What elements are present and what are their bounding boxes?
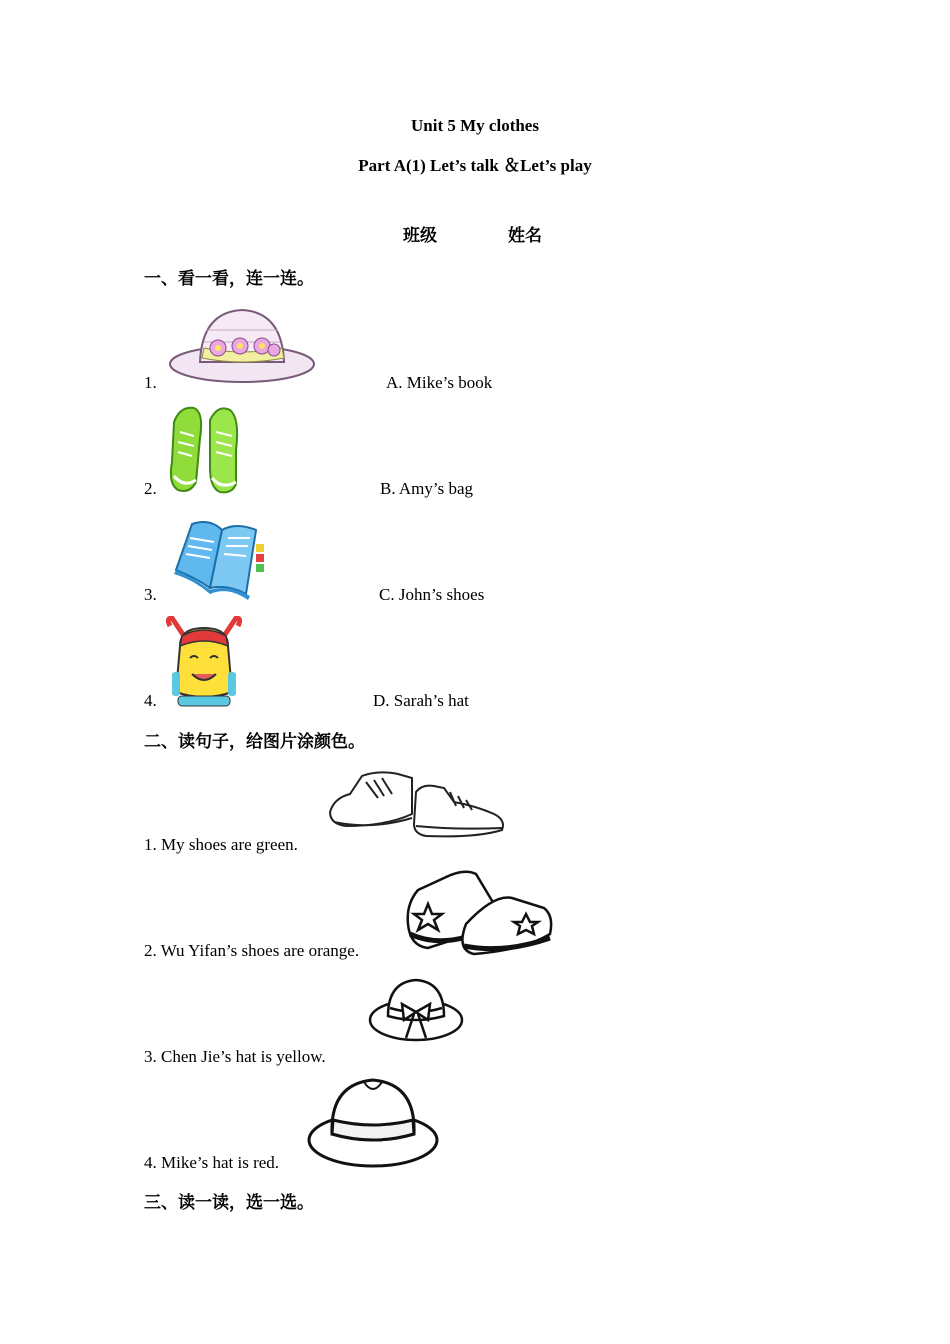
option-a: A. Mike’s book — [386, 373, 493, 392]
option-d: D. Sarah’s hat — [373, 691, 469, 710]
item-number: 3. — [144, 585, 157, 604]
option-c: C. John’s shoes — [379, 585, 485, 604]
flower-hat-icon — [166, 300, 318, 388]
option-b: B. Amy’s bag — [380, 479, 474, 498]
sneakers-outline-icon — [326, 768, 510, 842]
class-label: 班级 — [403, 226, 437, 246]
sentence-3: 3. Chen Jie’s hat is yellow. — [144, 1047, 326, 1066]
blue-book-icon — [170, 514, 270, 602]
worksheet-subtitle: Part A(1) Let’s talk ＆Let’s play — [358, 156, 592, 175]
school-bag-icon — [164, 616, 244, 710]
section-1-heading: 一、看一看，连一连。 — [144, 269, 314, 289]
bow-hat-outline-icon — [366, 976, 470, 1056]
sentence-1: 1. My shoes are green. — [144, 835, 298, 854]
green-shoes-icon — [166, 402, 246, 496]
name-label: 姓名 — [508, 226, 542, 246]
fedora-outline-icon — [304, 1076, 442, 1172]
worksheet-title: Unit 5 My clothes — [411, 116, 539, 135]
item-number: 2. — [144, 479, 157, 498]
sentence-2: 2. Wu Yifan’s shoes are orange. — [144, 941, 360, 960]
section-3-heading: 三、读一读，选一选。 — [144, 1193, 314, 1213]
sentence-4: 4. Mike’s hat is red. — [144, 1153, 280, 1172]
item-number: 1. — [144, 373, 157, 392]
star-shoes-outline-icon — [404, 864, 554, 960]
section-2-heading: 二、读句子，给图片涂颜色。 — [144, 732, 365, 752]
item-number: 4. — [144, 691, 157, 710]
